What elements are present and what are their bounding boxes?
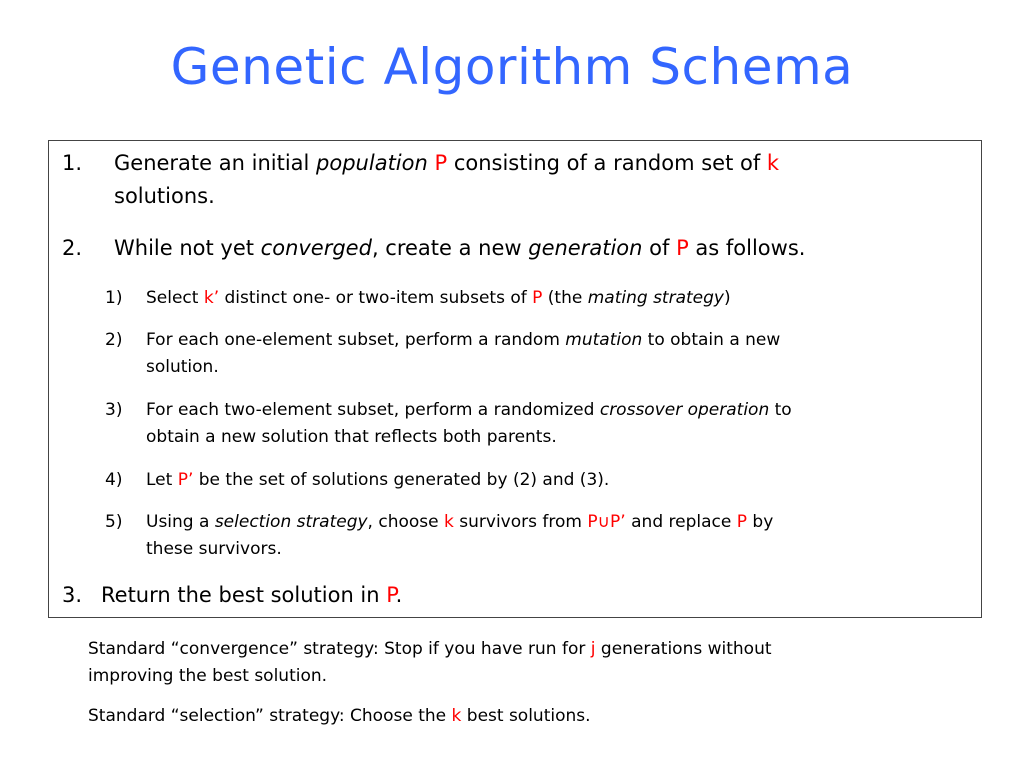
text-run: to [769, 400, 792, 420]
step-number: 2. [62, 236, 83, 260]
text-run: k [444, 512, 454, 532]
substep-text [146, 467, 946, 494]
substep-number: 5) [105, 512, 123, 532]
text-run: For each one-element subset, perform a random [146, 330, 566, 350]
text-run: mating strategy [587, 288, 724, 308]
text-run: P [386, 583, 396, 607]
text-run: For each two-element subset, perform a randomized [146, 400, 600, 420]
slide-title: Genetic Algorithm Schema [170, 38, 854, 96]
text-run: mutation [565, 330, 643, 350]
step-number: 3. [62, 583, 83, 607]
text-run: P [736, 512, 747, 532]
substep-text [146, 509, 946, 563]
text-run: Standard “selection” strategy: Choose the [88, 706, 452, 726]
substep-number: 3) [105, 400, 123, 420]
text-run: While not yet [114, 236, 261, 260]
text-run: ) [723, 288, 731, 308]
text-run: k’ [203, 288, 220, 308]
text-run: selection strategy [214, 512, 368, 532]
text-run: converged [260, 236, 372, 260]
text-run: Using a [146, 512, 215, 532]
text-run: P [532, 288, 543, 308]
text-run: best solutions. [461, 706, 591, 726]
substep-text [146, 397, 946, 451]
text-run: generations without [595, 639, 772, 659]
text-run: . [395, 583, 403, 607]
text-run: , create a new [371, 236, 529, 260]
text-run: and replace [625, 512, 737, 532]
text-run: k [451, 706, 462, 726]
text-run: distinct one- or two-item subsets of [219, 288, 533, 308]
text-run: (the [542, 288, 588, 308]
step-number: 1. [62, 151, 83, 175]
text-run: be the set of solutions generated by (2) and (3). [193, 470, 610, 490]
text-run: Return the best solution in [101, 583, 387, 607]
text-run: by [747, 512, 774, 532]
substep-number: 2) [105, 330, 123, 350]
text-run: these survivors. [146, 539, 282, 559]
text-run: obtain a new solution that reflects both parents. [146, 427, 557, 447]
text-run: Select [146, 288, 204, 308]
text-run: P∪P’ [587, 512, 626, 532]
algorithm-box [48, 140, 982, 618]
text-run: Standard “convergence” strategy: Stop if you have run for [88, 639, 591, 659]
text-run: of [642, 236, 677, 260]
note-selection [88, 703, 968, 730]
text-run: to obtain a new [642, 330, 781, 350]
substep-text [146, 327, 946, 381]
text-run: j [590, 639, 596, 659]
text-run: improving the best solution. [88, 666, 328, 686]
text-run: P [676, 236, 689, 260]
text-run: population [316, 151, 428, 175]
text-run: crossover operation [599, 400, 770, 420]
step-text [114, 147, 974, 213]
text-run: solution. [146, 357, 219, 377]
text-run: survivors from [453, 512, 588, 532]
substep-number: 1) [105, 288, 123, 308]
note-convergence [88, 636, 968, 690]
text-run: P’ [177, 470, 194, 490]
text-run: consisting of a random set of [447, 151, 767, 175]
text-run: solutions. [114, 184, 215, 208]
text-run: k [766, 151, 780, 175]
text-run: generation [528, 236, 643, 260]
step-text [101, 579, 961, 612]
text-run: as follows. [688, 236, 806, 260]
substep-text [146, 285, 946, 312]
text-run: Generate an initial [114, 151, 317, 175]
text-run: , choose [367, 512, 444, 532]
text-run: P [434, 151, 448, 175]
substep-number: 4) [105, 470, 123, 490]
step-text [114, 232, 984, 265]
text-run: Let [146, 470, 178, 490]
